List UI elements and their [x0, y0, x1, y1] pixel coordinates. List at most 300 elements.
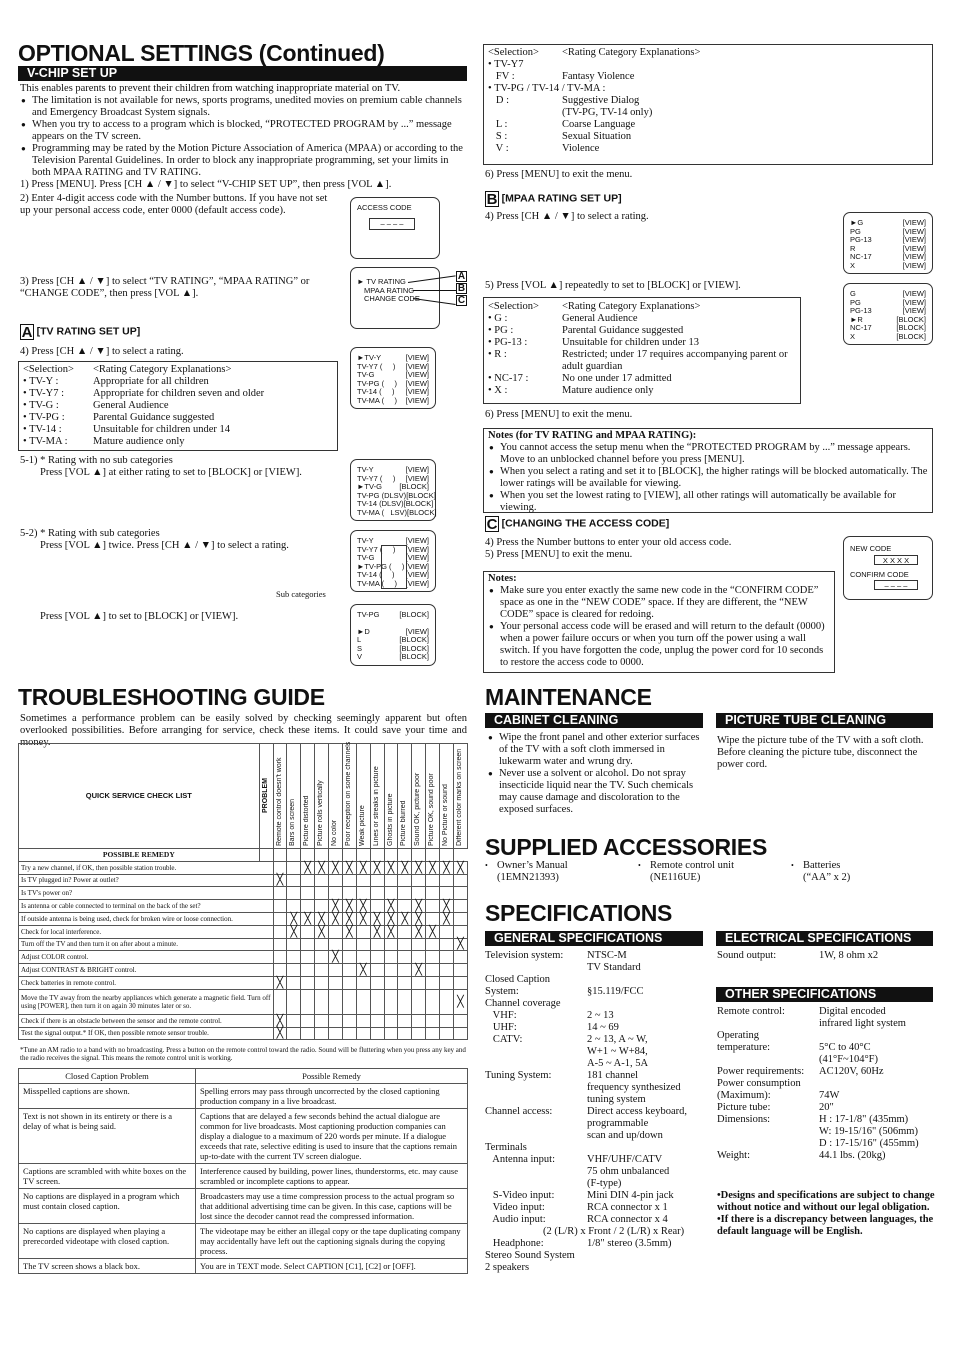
- empty-cell: [440, 925, 454, 938]
- access-code-screen: [350, 197, 440, 259]
- empty-cell: [315, 989, 329, 1014]
- selection-cell: • R :: [488, 349, 507, 360]
- empty-cell: [273, 861, 287, 874]
- table-row: [19, 1189, 468, 1224]
- table-row: [23, 400, 333, 412]
- empty-cell: [356, 976, 370, 989]
- screen-row-label: TV-G: [357, 553, 375, 563]
- spec-row: [485, 1154, 715, 1190]
- selection-cell: • TV-MA :: [23, 436, 68, 447]
- empty-cell: [370, 976, 384, 989]
- section-a-title: [TV RATING SET UP]: [36, 325, 141, 338]
- footnote: *Tune an AM radio to a band with no broadcasting. Press a button on the remote control toward the radio. Sound will be fluttering when you press any key and the radio receives the signal. This means the remote control unit is working.: [20, 1046, 466, 1062]
- screen-row-label: TV-MA ( LSV): [357, 507, 408, 517]
- picture-tube-bar: PICTURE TUBE CLEANING: [716, 713, 933, 728]
- empty-cell: [426, 887, 440, 900]
- table-row: [488, 71, 928, 83]
- selection-cell: • TV-Y7: [488, 59, 524, 70]
- disclaimer: [717, 1190, 937, 1238]
- problem-label: Bars on screen: [289, 798, 297, 846]
- screen-row-label: TV-Y: [357, 536, 374, 545]
- new-code-value: X X X X: [874, 555, 918, 565]
- spec-row: [485, 1034, 715, 1070]
- tv-rating-screen-4: [350, 604, 436, 666]
- empty-cell: [412, 874, 426, 887]
- check-mark: ╳: [426, 925, 440, 938]
- empty-cell: [426, 874, 440, 887]
- empty-cell: [356, 1027, 370, 1040]
- step-5-1-title: 5-1) * Rating with no sub categories: [20, 455, 173, 466]
- empty-cell: [398, 900, 412, 913]
- notes-code-title: Notes:: [488, 573, 517, 584]
- table-row: [488, 349, 796, 373]
- empty-cell: [440, 874, 454, 887]
- empty-cell: [412, 887, 426, 900]
- screen-row-value: [VIEW]: [405, 561, 429, 571]
- screen-row-value: [VIEW]: [405, 465, 429, 474]
- empty-cell: [287, 964, 301, 977]
- screen-row-label: TV-14 (DLSV): [357, 499, 404, 509]
- mpaa-rating-table: [483, 297, 801, 404]
- screen-row-label: ►G: [850, 218, 864, 227]
- empty-cell: [398, 887, 412, 900]
- selection-cell: • X :: [488, 385, 508, 396]
- spec-row: [717, 1066, 932, 1078]
- explanation-cell: General Audience: [562, 313, 638, 324]
- tv-rating-table: [18, 361, 338, 451]
- empty-cell: [301, 900, 315, 913]
- menu-item-tv-rating[interactable]: ► TV RATING: [357, 277, 406, 286]
- cc-remedy-cell: The videotape may be either an illegal copy or the tape duplicating company may accidentally have left out the captioning signals during the copying process.: [196, 1224, 468, 1259]
- spec-value: [587, 1250, 715, 1274]
- step-6a: 6) Press [MENU] to exit the menu.: [485, 169, 633, 180]
- accessory-item: [791, 860, 936, 884]
- spec-value: Digital encoded infrared light system: [819, 1006, 906, 1029]
- empty-cell: [287, 989, 301, 1014]
- vchip-intro: [20, 83, 468, 191]
- empty-cell: [412, 951, 426, 964]
- access-code-label: ACCESS CODE: [357, 203, 412, 212]
- empty-cell: [287, 1014, 301, 1027]
- table-row: [19, 964, 468, 977]
- explanation-cell: Appropriate for children seven and older: [93, 388, 265, 399]
- list-item: ● Programming may be rated by the Motion Picture Association of America (MPAA) or according to the Television Parental Guidelines. In order to block any inappropriate programming, set your limits in both MPAA RATING and TV RATING.: [32, 143, 468, 179]
- screen-row-label: X: [850, 260, 856, 270]
- explanation-cell: [562, 59, 928, 71]
- empty-cell: [370, 989, 384, 1014]
- table-row: [19, 912, 468, 925]
- spec-value: 5°C to 40°C (41°F~104°F): [819, 1042, 879, 1065]
- empty-cell: [329, 1027, 343, 1040]
- empty-cell: [273, 900, 287, 913]
- spec-value: 20": [819, 1102, 834, 1113]
- problem-header-cell: [384, 744, 398, 849]
- screen-row-value: [VIEW]: [902, 297, 926, 307]
- selection-cell: • TV-Y7 :: [23, 388, 65, 399]
- sub-categories-label: Sub categories: [276, 589, 326, 599]
- screen-row-value: [VIEW]: [405, 553, 429, 563]
- empty-cell: [453, 1027, 467, 1040]
- empty-cell: [440, 989, 454, 1014]
- screen-row-value: [VIEW]: [405, 570, 429, 580]
- empty-cell: [440, 938, 454, 951]
- spec-row: [485, 950, 715, 974]
- mpaa-screen-1: [843, 212, 933, 274]
- spec-row: [485, 1202, 715, 1214]
- screen-row-label: TV-G: [357, 370, 375, 380]
- spec-key: Video input:: [485, 1202, 545, 1213]
- table-row: [19, 976, 468, 989]
- table-head-selection: <Selection>: [23, 364, 74, 375]
- empty-cell: [301, 989, 315, 1014]
- empty-cell: [342, 938, 356, 951]
- cc-remedy-cell: Broadcasters may use a time compression process to the actual program so that additional advertising time can be given. In this case, captions will be lost since the decoder cannot read the compressed information.: [196, 1189, 468, 1224]
- screen-row-value: [VIEW]: [902, 235, 926, 245]
- step-5-1-text: Press [VOL ▲] at either rating to set to [BLOCK] or [VIEW].: [40, 467, 302, 478]
- selection-cell: V :: [488, 143, 509, 154]
- empty-cell: [356, 874, 370, 887]
- check-mark: ╳: [315, 861, 329, 874]
- empty-cell: [287, 874, 301, 887]
- table-row: [19, 925, 468, 938]
- accessory-item: [485, 860, 630, 884]
- screen-row-label: TV-PG: [357, 610, 380, 619]
- spec-row: [485, 1010, 715, 1022]
- empty-cell: [329, 989, 343, 1014]
- screen-row-label: PG: [850, 297, 861, 307]
- problem-label: Remote control doesn't work: [275, 757, 283, 846]
- spec-value: Mini DIN 4-pin jack: [587, 1190, 674, 1201]
- spec-key: Stereo Sound System 2 speakers: [485, 1250, 575, 1273]
- screen-row-label: TV-MA ( ): [357, 395, 398, 405]
- spec-key: Picture tube:: [717, 1102, 771, 1113]
- quick-service-title: QUICK SERVICE CHECK LIST: [19, 744, 260, 849]
- empty-cell: [329, 964, 343, 977]
- table-row: [488, 385, 796, 397]
- accessory-code: (“AA” x 2): [803, 872, 851, 883]
- troubleshooting-title: TROUBLESHOOTING GUIDE: [18, 684, 325, 710]
- empty-cell: [356, 938, 370, 951]
- remedy-cell: Adjust COLOR control.: [19, 951, 274, 964]
- electrical-spec-bar: ELECTRICAL SPECIFICATIONS: [716, 931, 933, 946]
- empty-cell: [301, 938, 315, 951]
- cabinet-cleaning-bar: CABINET CLEANING: [485, 713, 703, 728]
- check-mark: ╳: [440, 912, 454, 925]
- table-row: [488, 83, 928, 95]
- table-row: [19, 1164, 468, 1189]
- mpaa-screen-2: [843, 283, 933, 345]
- empty-cell: [301, 951, 315, 964]
- spec-key: S-Video input:: [485, 1190, 555, 1201]
- empty-cell: [398, 951, 412, 964]
- screen-row-label: G: [850, 289, 856, 298]
- empty-cell: [273, 938, 287, 951]
- list-item: ● When you try to access to a program which is blocked, “PROTECTED PROGRAM by ...” message appears on the TV screen.: [32, 119, 468, 143]
- empty-cell: [315, 874, 329, 887]
- selection-cell: • TV-Y :: [23, 376, 59, 387]
- problem-header-cell: [315, 744, 329, 849]
- empty-cell: [426, 951, 440, 964]
- table-row: [23, 424, 333, 436]
- empty-cell: [342, 1014, 356, 1027]
- remedy-cell: Check if there is an obstacle between the sensor and the remote control.: [19, 1014, 274, 1027]
- selection-cell: S :: [488, 131, 508, 142]
- letter-b: B: [486, 191, 498, 208]
- problem-header-cell: [370, 744, 384, 849]
- check-mark: ╳: [273, 976, 287, 989]
- empty-cell: [370, 887, 384, 900]
- empty-cell: [356, 989, 370, 1014]
- check-mark: ╳: [356, 964, 370, 977]
- empty-cell: [453, 874, 467, 887]
- empty-cell: [273, 925, 287, 938]
- letter-a: A: [21, 324, 33, 341]
- step-5-2c: Press [VOL ▲] to set to [BLOCK] or [VIEW].: [40, 611, 239, 622]
- explanation-cell: Violence: [562, 143, 600, 154]
- empty-cell: [342, 964, 356, 977]
- problem-header-cell: [440, 744, 454, 849]
- screen-row-value: [VIEW]: [405, 370, 429, 380]
- spec-value: 2 ~ 13: [587, 1010, 614, 1021]
- screen-row-label: X: [850, 331, 856, 341]
- empty-cell: [398, 925, 412, 938]
- cc-remedy-cell: Captions that are delayed a few seconds behind the actual dialogue are common for live broadcasts. Most captioning production companies can display a dialogue to a maximum of 220 words per minute. If a dialogue exceeds that rate, selective editing is used to insure that the captions remain up-to-date with the current TV screen dialogue.: [196, 1109, 468, 1164]
- check-mark: ╳: [426, 861, 440, 874]
- problem-label: Picture OK, sound poor: [428, 773, 436, 846]
- remedy-cell: Check for local interference.: [19, 925, 274, 938]
- step-5-2-title: 5-2) * Rating with sub categories: [20, 528, 160, 539]
- screen-row: [850, 262, 926, 271]
- screen-row-label: TV-Y: [357, 465, 374, 474]
- table-row: [488, 325, 796, 337]
- letter-b-small: B: [457, 283, 466, 294]
- check-mark: ╳: [453, 938, 467, 951]
- empty-cell: [273, 989, 287, 1014]
- note-item: ● When you select a rating and set it to [BLOCK], the higher ratings will be blocked automatically. The lower ratings will be available for viewing.: [500, 466, 928, 490]
- spec-value: RCA connector x 4: [587, 1214, 668, 1225]
- spec-value: H : 17-1/8" (435mm) W: 19-15/16" (506mm) D : 17-15/16" (455mm): [819, 1114, 919, 1149]
- screen-row-label: NC-17: [850, 323, 872, 333]
- empty-cell: [384, 951, 398, 964]
- note-item: ● Make sure you enter exactly the same new code in the “CONFIRM CODE” space as one in the “NEW CODE” space. If they are different, the “NEW CODE” space is cleared for redoing.: [500, 585, 830, 621]
- screen-row-label: PG-13: [850, 235, 872, 245]
- cc-head-problem: Closed Caption Problem: [19, 1069, 196, 1084]
- screen-row-label: R: [850, 243, 856, 253]
- problem-label: Sound OK, picture poor: [414, 772, 422, 846]
- problem-header-cell: [287, 744, 301, 849]
- menu-screen: [350, 267, 440, 329]
- table-row: [488, 313, 796, 325]
- spec-row: [717, 1114, 932, 1150]
- notes-rating-title: Notes (for TV RATING and MPAA RATING):: [488, 430, 697, 441]
- empty-cell: [287, 938, 301, 951]
- cc-problem-cell: The TV screen shows a black box.: [19, 1259, 196, 1274]
- other-spec-bar: OTHER SPECIFICATIONS: [716, 987, 933, 1002]
- empty-cell: [301, 976, 315, 989]
- check-mark: ╳: [412, 900, 426, 913]
- check-mark: ╳: [356, 900, 370, 913]
- screen-row: [357, 397, 429, 406]
- table-row: [23, 436, 333, 448]
- table-row: [488, 131, 928, 143]
- confirm-code-value: – – – –: [874, 580, 918, 590]
- spec-row: [717, 1078, 932, 1102]
- spec-key: Audio input:: [485, 1214, 546, 1225]
- check-mark: ╳: [384, 912, 398, 925]
- screen-row-value: [VIEW]: [405, 361, 429, 371]
- menu-item-change-code[interactable]: CHANGE CODE: [364, 294, 420, 304]
- screen-row: [357, 653, 429, 662]
- problem-header-cell: [453, 744, 467, 849]
- problem-label: Picture blurred: [400, 800, 408, 846]
- empty-cell: [453, 887, 467, 900]
- empty-cell: [287, 951, 301, 964]
- empty-cell: [273, 964, 287, 977]
- step-5b: 5) Press [VOL ▲] repeatedly to set to [BLOCK] or [VIEW].: [485, 280, 741, 291]
- electrical-spec-list: [717, 950, 932, 962]
- spec-key: Channel access:: [485, 1106, 553, 1117]
- check-mark: ╳: [440, 900, 454, 913]
- explanation-cell: Parental Guidance suggested: [562, 325, 684, 336]
- check-mark: ╳: [329, 951, 343, 964]
- list-item: ● The limitation is not available for news, sports programs, unedited movies on premium cable channels and Emergency Broadcast System signals.: [32, 95, 468, 119]
- screen-row-value: [BLOCK]: [399, 635, 429, 645]
- notes-rating: [483, 428, 933, 513]
- screen-row-label: ►TV-PG ( ): [357, 561, 405, 571]
- screen-row-value: [VIEW]: [902, 306, 926, 316]
- empty-cell: [426, 976, 440, 989]
- empty-cell: [370, 938, 384, 951]
- screen-row-value: [VIEW]: [902, 226, 926, 236]
- check-mark: ╳: [342, 925, 356, 938]
- accessory-code: (1EMN21393): [497, 872, 559, 883]
- screen-row-value: [BLOCK]: [406, 490, 436, 500]
- check-mark: ╳: [329, 861, 343, 874]
- table-head-explanations: <Rating Category Explanations>: [562, 47, 701, 58]
- spec-row: [485, 1214, 715, 1226]
- vchip-section-bar: V-CHIP SET UP: [18, 66, 467, 81]
- closed-caption-table: [18, 1068, 468, 1274]
- check-mark: ╳: [370, 861, 384, 874]
- table-head-explanations: <Rating Category Explanations>: [562, 301, 701, 312]
- menu-item-mpaa-rating[interactable]: MPAA RATING: [364, 285, 415, 295]
- step-4b: 4) Press [CH ▲ / ▼] to select a rating.: [485, 211, 649, 222]
- cc-problem-cell: Misspelled captions are shown.: [19, 1084, 196, 1109]
- empty-cell: [301, 964, 315, 977]
- empty-cell: [398, 989, 412, 1014]
- explanation-cell: Unsuitable for children under 13: [562, 337, 700, 348]
- empty-cell: [440, 976, 454, 989]
- empty-cell: [453, 912, 467, 925]
- screen-row-value: [VIEW]: [902, 243, 926, 253]
- check-mark: ╳: [453, 989, 467, 1014]
- empty-cell: [412, 938, 426, 951]
- spec-row: [485, 1070, 715, 1106]
- step-6b: 6) Press [MENU] to exit the menu.: [485, 409, 633, 420]
- empty-cell: [384, 964, 398, 977]
- confirm-code-label: CONFIRM CODE: [850, 569, 909, 579]
- screen-row-label: TV-PG ( ): [357, 378, 398, 388]
- empty-cell: [301, 874, 315, 887]
- problem-header-cell: [412, 744, 426, 849]
- table-row: [488, 373, 796, 385]
- accessory-item: [638, 860, 783, 884]
- spec-key: VHF:: [485, 1010, 517, 1021]
- remedy-cell: Is TV plugged in? Power at outlet?: [19, 874, 274, 887]
- table-row: [488, 59, 928, 71]
- spec-row: [485, 974, 715, 998]
- empty-cell: [273, 887, 287, 900]
- empty-cell: [370, 874, 384, 887]
- spec-row: [717, 1150, 932, 1162]
- empty-cell: [342, 976, 356, 989]
- empty-cell: [384, 989, 398, 1014]
- check-mark: ╳: [384, 900, 398, 913]
- empty-cell: [329, 925, 343, 938]
- explanation-cell: Mature audience only: [562, 385, 654, 396]
- screen-row-label: ►R: [850, 314, 863, 324]
- empty-cell: [287, 976, 301, 989]
- empty-cell: [384, 887, 398, 900]
- empty-cell: [370, 900, 384, 913]
- spec-value: §15.119/FCC: [587, 986, 644, 997]
- step-5c: 5) Press [MENU] to exit the menu.: [485, 549, 633, 560]
- spec-value: 14 ~ 69: [587, 1022, 619, 1033]
- check-mark: ╳: [356, 861, 370, 874]
- problem-header-cell: [356, 744, 370, 849]
- selection-cell: • TV-14 :: [23, 424, 62, 435]
- spec-key: CATV:: [485, 1034, 523, 1045]
- screen-row-value: [VIEW]: [405, 387, 429, 397]
- explanation-cell: [605, 83, 928, 95]
- selection-cell: D :: [488, 95, 509, 106]
- letter-c: C: [486, 516, 498, 533]
- section-a-header: [20, 324, 350, 340]
- empty-cell: [426, 964, 440, 977]
- screen-row-label: L: [357, 635, 362, 645]
- sub-categories-highlight: [381, 545, 407, 589]
- check-mark: ╳: [342, 912, 356, 925]
- spec-key: Channel coverage: [485, 998, 561, 1009]
- remedy-cell: If outside antenna is being used, check for broken wire or loose connection.: [19, 912, 274, 925]
- empty-cell: [329, 887, 343, 900]
- spec-value: NTSC-M TV Standard: [587, 950, 641, 973]
- sub-category-table: [483, 44, 933, 165]
- table-head-explanations: <Rating Category Explanations>: [93, 364, 232, 375]
- table-row: [19, 874, 468, 887]
- selection-cell: [488, 107, 562, 119]
- problem-header-cell: [426, 744, 440, 849]
- spec-value: 74W: [819, 1090, 840, 1101]
- empty-cell: [342, 887, 356, 900]
- notes-rating-list: [488, 442, 928, 514]
- spec-row: [485, 1238, 715, 1250]
- tv-rating-screen-1: [350, 347, 436, 409]
- bullet: •: [638, 861, 641, 870]
- other-spec-list: [717, 1006, 932, 1162]
- check-mark: ╳: [329, 912, 343, 925]
- screen-row-label: ►TV-G: [357, 482, 382, 492]
- screen-row-value: [VIEW]: [902, 260, 926, 270]
- check-mark: ╳: [342, 861, 356, 874]
- note-item: ● You cannot access the setup menu when the “PROTECTED PROGRAM by ...” message appears. Move to an unblocked channel before you press [MENU].: [500, 442, 928, 466]
- empty-cell: [315, 1014, 329, 1027]
- empty-cell: [315, 887, 329, 900]
- empty-cell: [301, 887, 315, 900]
- spec-value: [587, 1142, 715, 1154]
- empty-cell: [370, 1027, 384, 1040]
- empty-cell: [453, 900, 467, 913]
